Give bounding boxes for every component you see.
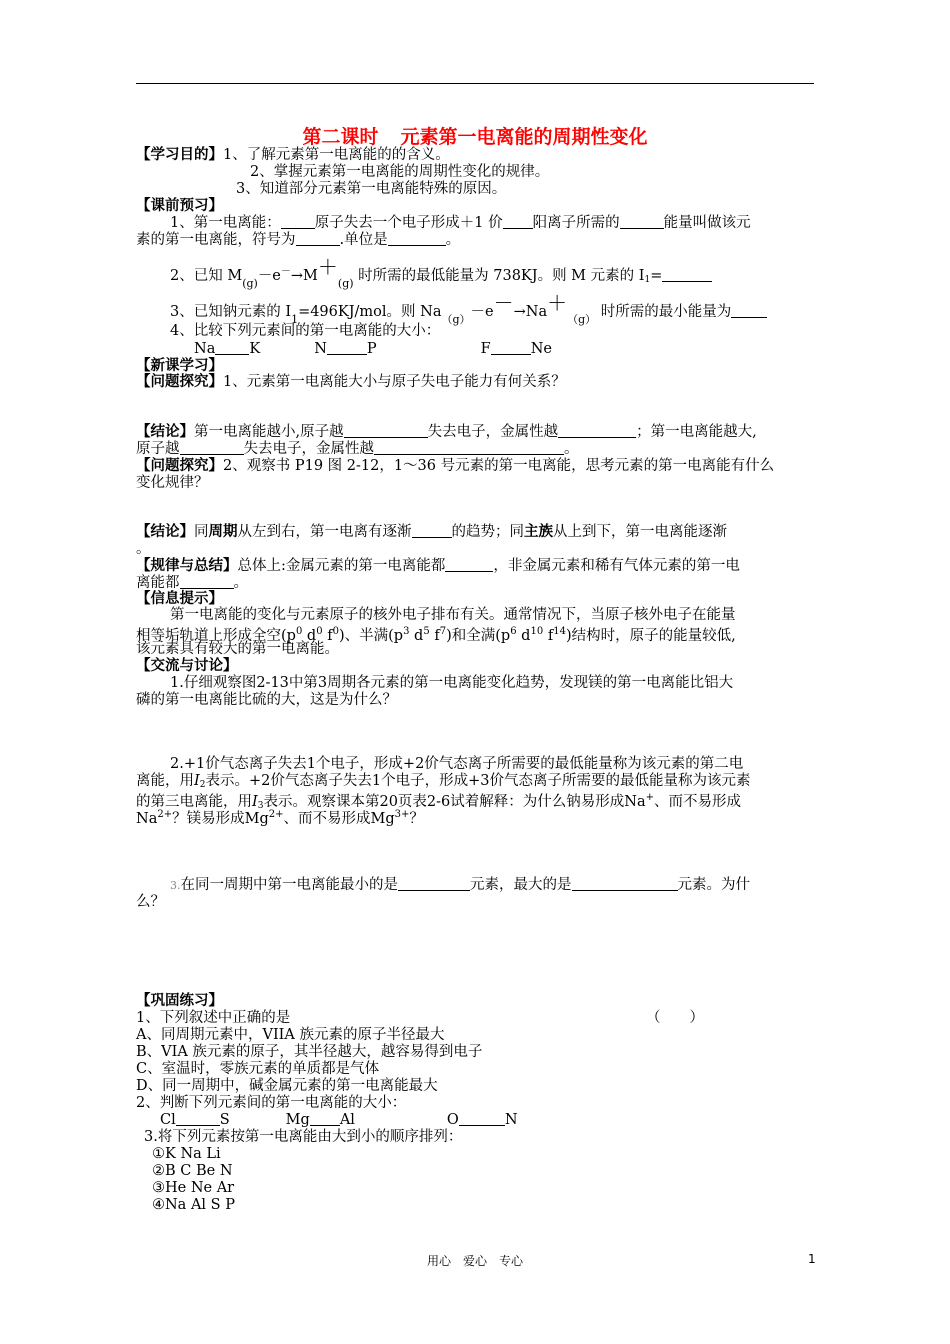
discussion-q1-cont: 磷的第一电离能比硫的大，这是为什么？: [136, 692, 397, 708]
discussion-q2-line-4: $Na^{2+}$？镁易形成$Mg^{2+}$、而不易形成$Mg^{3+}$？: [136, 809, 424, 827]
answer-blank[interactable]: [459, 1111, 505, 1126]
practice-q3: 3.将下列元素按第一电离能由大到小的顺序排列：: [144, 1129, 463, 1145]
discussion-q2: 2.+1价气态离子失去1个电子，形成+2价气态离子所需要的最低能量称为该元素的第二电: [170, 756, 744, 772]
answer-blank[interactable]: [731, 303, 767, 318]
rule-summary: 【规律与总结】总体上:金属元素的第一电离能都 ，非金属元素和稀有气体元素的第一电: [136, 558, 740, 574]
discussion-q3: 3.在同一周期中第一电离能最小的是 元素，最大的是 元素。为什: [170, 877, 750, 893]
info-line-3: 该元素具有较大的第一电离能。: [136, 641, 339, 657]
answer-blank[interactable]: [503, 214, 533, 229]
answer-blank[interactable]: [388, 231, 446, 246]
answer-blank[interactable]: [215, 340, 249, 355]
practice-option-b: B、VIA 族元素的原子，其半径越大，越容易得到电子: [136, 1044, 483, 1060]
discussion-heading: 【交流与讨论】: [136, 658, 238, 674]
objectives-line-3: 3、知道部分元素第一电离能特殊的原因。: [236, 181, 507, 197]
practice-list-4: ④Na Al S P: [152, 1197, 235, 1213]
preview-q3: 3、已知钠元素的 $I_1=496KJ$/mol。则 $Na_{(g)}-e-\to Na+_{(g)}$ 时所需的最小能量为: [170, 294, 820, 329]
info-line-2: 相等垢轨道上形成全空($p^0$ $d^0$ $f^0$)、半满($p^3$ $d^5$ $f^7$)和全满($p^6$ $d^{10}$ $f^{14}$)结构时，原子的能量较低,: [136, 626, 736, 644]
page-number: 1: [808, 1252, 816, 1266]
info-heading: 【信息提示】: [136, 591, 223, 607]
preview-q4-items: Na K N P F Ne: [194, 341, 552, 357]
newlesson-heading: 【新课学习】: [136, 358, 223, 374]
answer-blank[interactable]: [374, 440, 564, 455]
inquiry-2-cont: 变化规律？: [136, 475, 209, 491]
practice-list-2: ②B C Be N: [152, 1163, 233, 1179]
objectives-line-1: 【学习目的】1、了解元素第一电离能的的含义。: [136, 147, 450, 163]
discussion-q1: 1.仔细观察图2-13中第3周期各元素的第一电离能变化趋势，发现镁的第一电离能比铝大: [170, 675, 734, 691]
conclusion-1: 【结论】第一电离能越小,原子越 失去电子，金属性越 ；第一电离能越大,: [136, 424, 757, 440]
preview-q4: 4、比较下列元素间的第一电离能的大小：: [170, 323, 441, 339]
preview-heading: 【课前预习】: [136, 198, 223, 214]
page-title: 第二课时 元素第一电离能的周期性变化: [302, 126, 648, 148]
answer-blank[interactable]: [491, 340, 531, 355]
answer-blank[interactable]: [412, 523, 452, 538]
discussion-q2-line-3: 的第三电离能，用$I_3$表示。观察课本第20页表2-6试着解释：为什么钠易形成Na+、而不易形成: [136, 792, 741, 811]
answer-blank[interactable]: [327, 340, 367, 355]
practice-list-1: ①K Na Li: [152, 1146, 221, 1162]
answer-blank[interactable]: [398, 876, 470, 891]
answer-blank[interactable]: [572, 876, 678, 891]
preview-q1-cont: 素的第一电离能，符号为 .单位是 。: [136, 232, 461, 248]
practice-q2-items: Cl S Mg Al O N: [160, 1112, 518, 1128]
page-footer: 用心 爱心 专心: [426, 1254, 523, 1268]
answer-blank[interactable]: [180, 574, 234, 589]
header-rule: [136, 83, 814, 84]
practice-option-c: C、室温时，零族元素的单质都是气体: [136, 1061, 380, 1077]
answer-blank[interactable]: [620, 214, 664, 229]
practice-q1: 1、下列叙述中正确的是 （ ）: [136, 1010, 704, 1026]
answer-blank[interactable]: [558, 423, 636, 438]
conclusion-1-cont: 原子越 失去电子，金属性越 。: [136, 441, 579, 457]
discussion-q2-line-2: 离能，用$I_2$表示。+2价气态离子失去1个电子，形成+3价气态离子所需要的最低能量称为该元素: [136, 773, 751, 790]
practice-heading: 【巩固练习】: [136, 993, 223, 1009]
rule-summary-cont: 离能都 。: [136, 575, 248, 591]
answer-blank[interactable]: [445, 557, 493, 572]
objectives-line-2: 2、掌握元素第一电离能的周期性变化的规律。: [250, 164, 550, 180]
practice-list-3: ③He Ne Ar: [152, 1180, 235, 1196]
answer-blank[interactable]: [296, 231, 340, 246]
answer-blank[interactable]: [281, 214, 315, 229]
answer-blank[interactable]: [344, 423, 428, 438]
practice-option-d: D、同一周期中，碱金属元素的第一电离能最大: [136, 1078, 438, 1094]
answer-blank[interactable]: [310, 1111, 340, 1126]
info-line-1: 第一电离能的变化与元素原子的核外电子排布有关。通常情况下，当原子核外电子在能量: [170, 607, 736, 623]
answer-blank[interactable]: [662, 267, 712, 282]
answer-blank[interactable]: [180, 440, 244, 455]
conclusion-2-cont: 。: [136, 541, 151, 557]
answer-blank[interactable]: [176, 1111, 220, 1126]
inquiry-2: 【问题探究】2、观察书 P19 图 2-12，1～36 号元素的第一电离能，思考元素的第一电离能有什么: [136, 458, 775, 474]
inquiry-1: 【问题探究】1、元素第一电离能大小与原子失电子能力有何关系？: [136, 374, 566, 390]
conclusion-2: 【结论】同周期从左到右，第一电离有逐渐 的趋势；同主族从上到下，第一电离能逐渐: [136, 524, 727, 540]
practice-q2: 2、判断下列元素间的第一电离能的大小：: [136, 1095, 407, 1111]
preview-q1: 1、第一电离能： 原子失去一个电子形成＋1 价 阳离子所需的 能量叫做该元: [170, 215, 751, 231]
practice-option-a: A、同周期元素中，VIIA 族元素的原子半径最大: [136, 1027, 445, 1043]
discussion-q3-cont: 么？: [136, 894, 165, 910]
preview-q2: 2、已知 $M_{(g)}-e^-\to M+_{(g)}$ 时所需的最低能量为 738KJ。则 M 元素的 $I_1=$: [170, 258, 820, 293]
